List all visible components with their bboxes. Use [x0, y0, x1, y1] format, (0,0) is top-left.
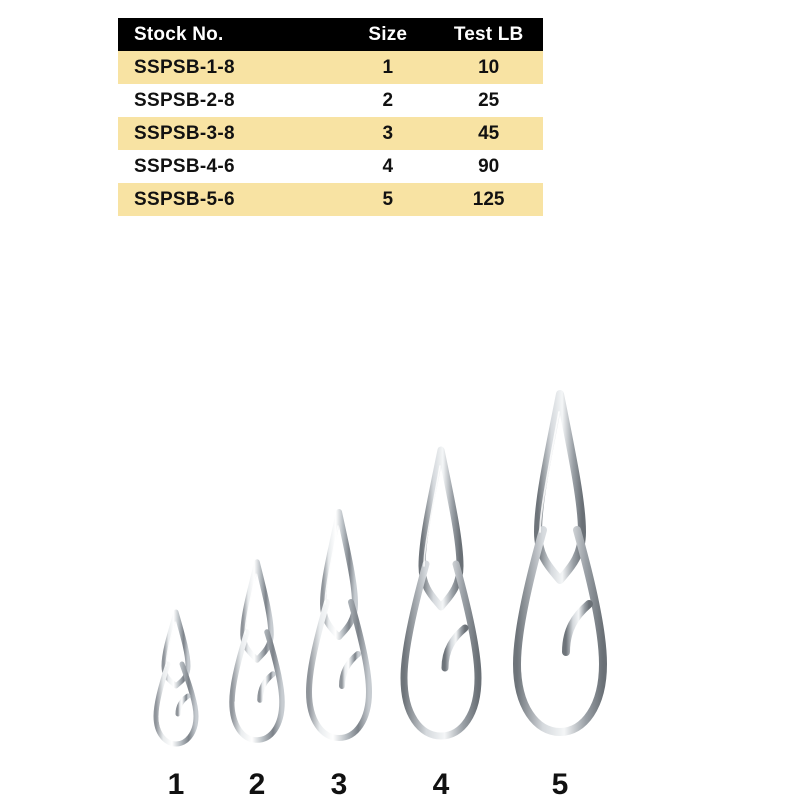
snap-swivel-illustration-4: [382, 442, 500, 764]
snap-swivel-illustration-3: [286, 504, 392, 764]
spec-table-body: [118, 51, 543, 216]
cell-stock-no: SSPSB-5-6: [118, 183, 335, 216]
cell-stock-no: SSPSB-1-8: [118, 51, 335, 84]
cell-size: 1: [335, 51, 440, 84]
cell-size: 5: [335, 183, 440, 216]
table-row: [118, 51, 543, 84]
snap-item-3: [286, 504, 392, 800]
cell-stock-no: SSPSB-4-6: [118, 150, 335, 183]
cell-stock-no: SSPSB-2-8: [118, 84, 335, 117]
table-row: [118, 183, 543, 216]
snap-size-label-4: 4: [432, 768, 450, 801]
cell-stock-no: SSPSB-3-8: [118, 117, 335, 150]
cell-test-lb: 45: [440, 117, 543, 150]
column-header-size: Size: [335, 18, 440, 51]
cell-test-lb: 10: [440, 51, 543, 84]
cell-size: 4: [335, 150, 440, 183]
product-size-comparison-figure: [0, 320, 800, 800]
table-row: [118, 117, 543, 150]
snap-item-4: [382, 442, 500, 800]
cell-test-lb: 125: [440, 183, 543, 216]
cell-test-lb: 25: [440, 84, 543, 117]
spec-table-container: [118, 18, 543, 216]
snap-size-label-5: 5: [551, 768, 569, 801]
table-header-row: [118, 18, 543, 51]
cell-test-lb: 90: [440, 150, 543, 183]
snap-size-label-1: 1: [167, 768, 185, 801]
snap-item-1: [134, 604, 218, 800]
cell-size: 2: [335, 84, 440, 117]
table-row: [118, 150, 543, 183]
snap-size-label-3: 3: [330, 768, 348, 801]
snap-swivel-illustration-5: [494, 386, 626, 764]
column-header-stock-no: Stock No.: [118, 18, 335, 51]
cell-size: 3: [335, 117, 440, 150]
snap-swivel-illustration-1: [134, 604, 218, 764]
spec-table-header: [118, 18, 543, 51]
snap-size-label-2: 2: [248, 768, 266, 801]
table-row: [118, 84, 543, 117]
spec-table: [118, 18, 543, 216]
snap-item-5: [494, 386, 626, 800]
column-header-test-lb: Test LB: [440, 18, 543, 51]
